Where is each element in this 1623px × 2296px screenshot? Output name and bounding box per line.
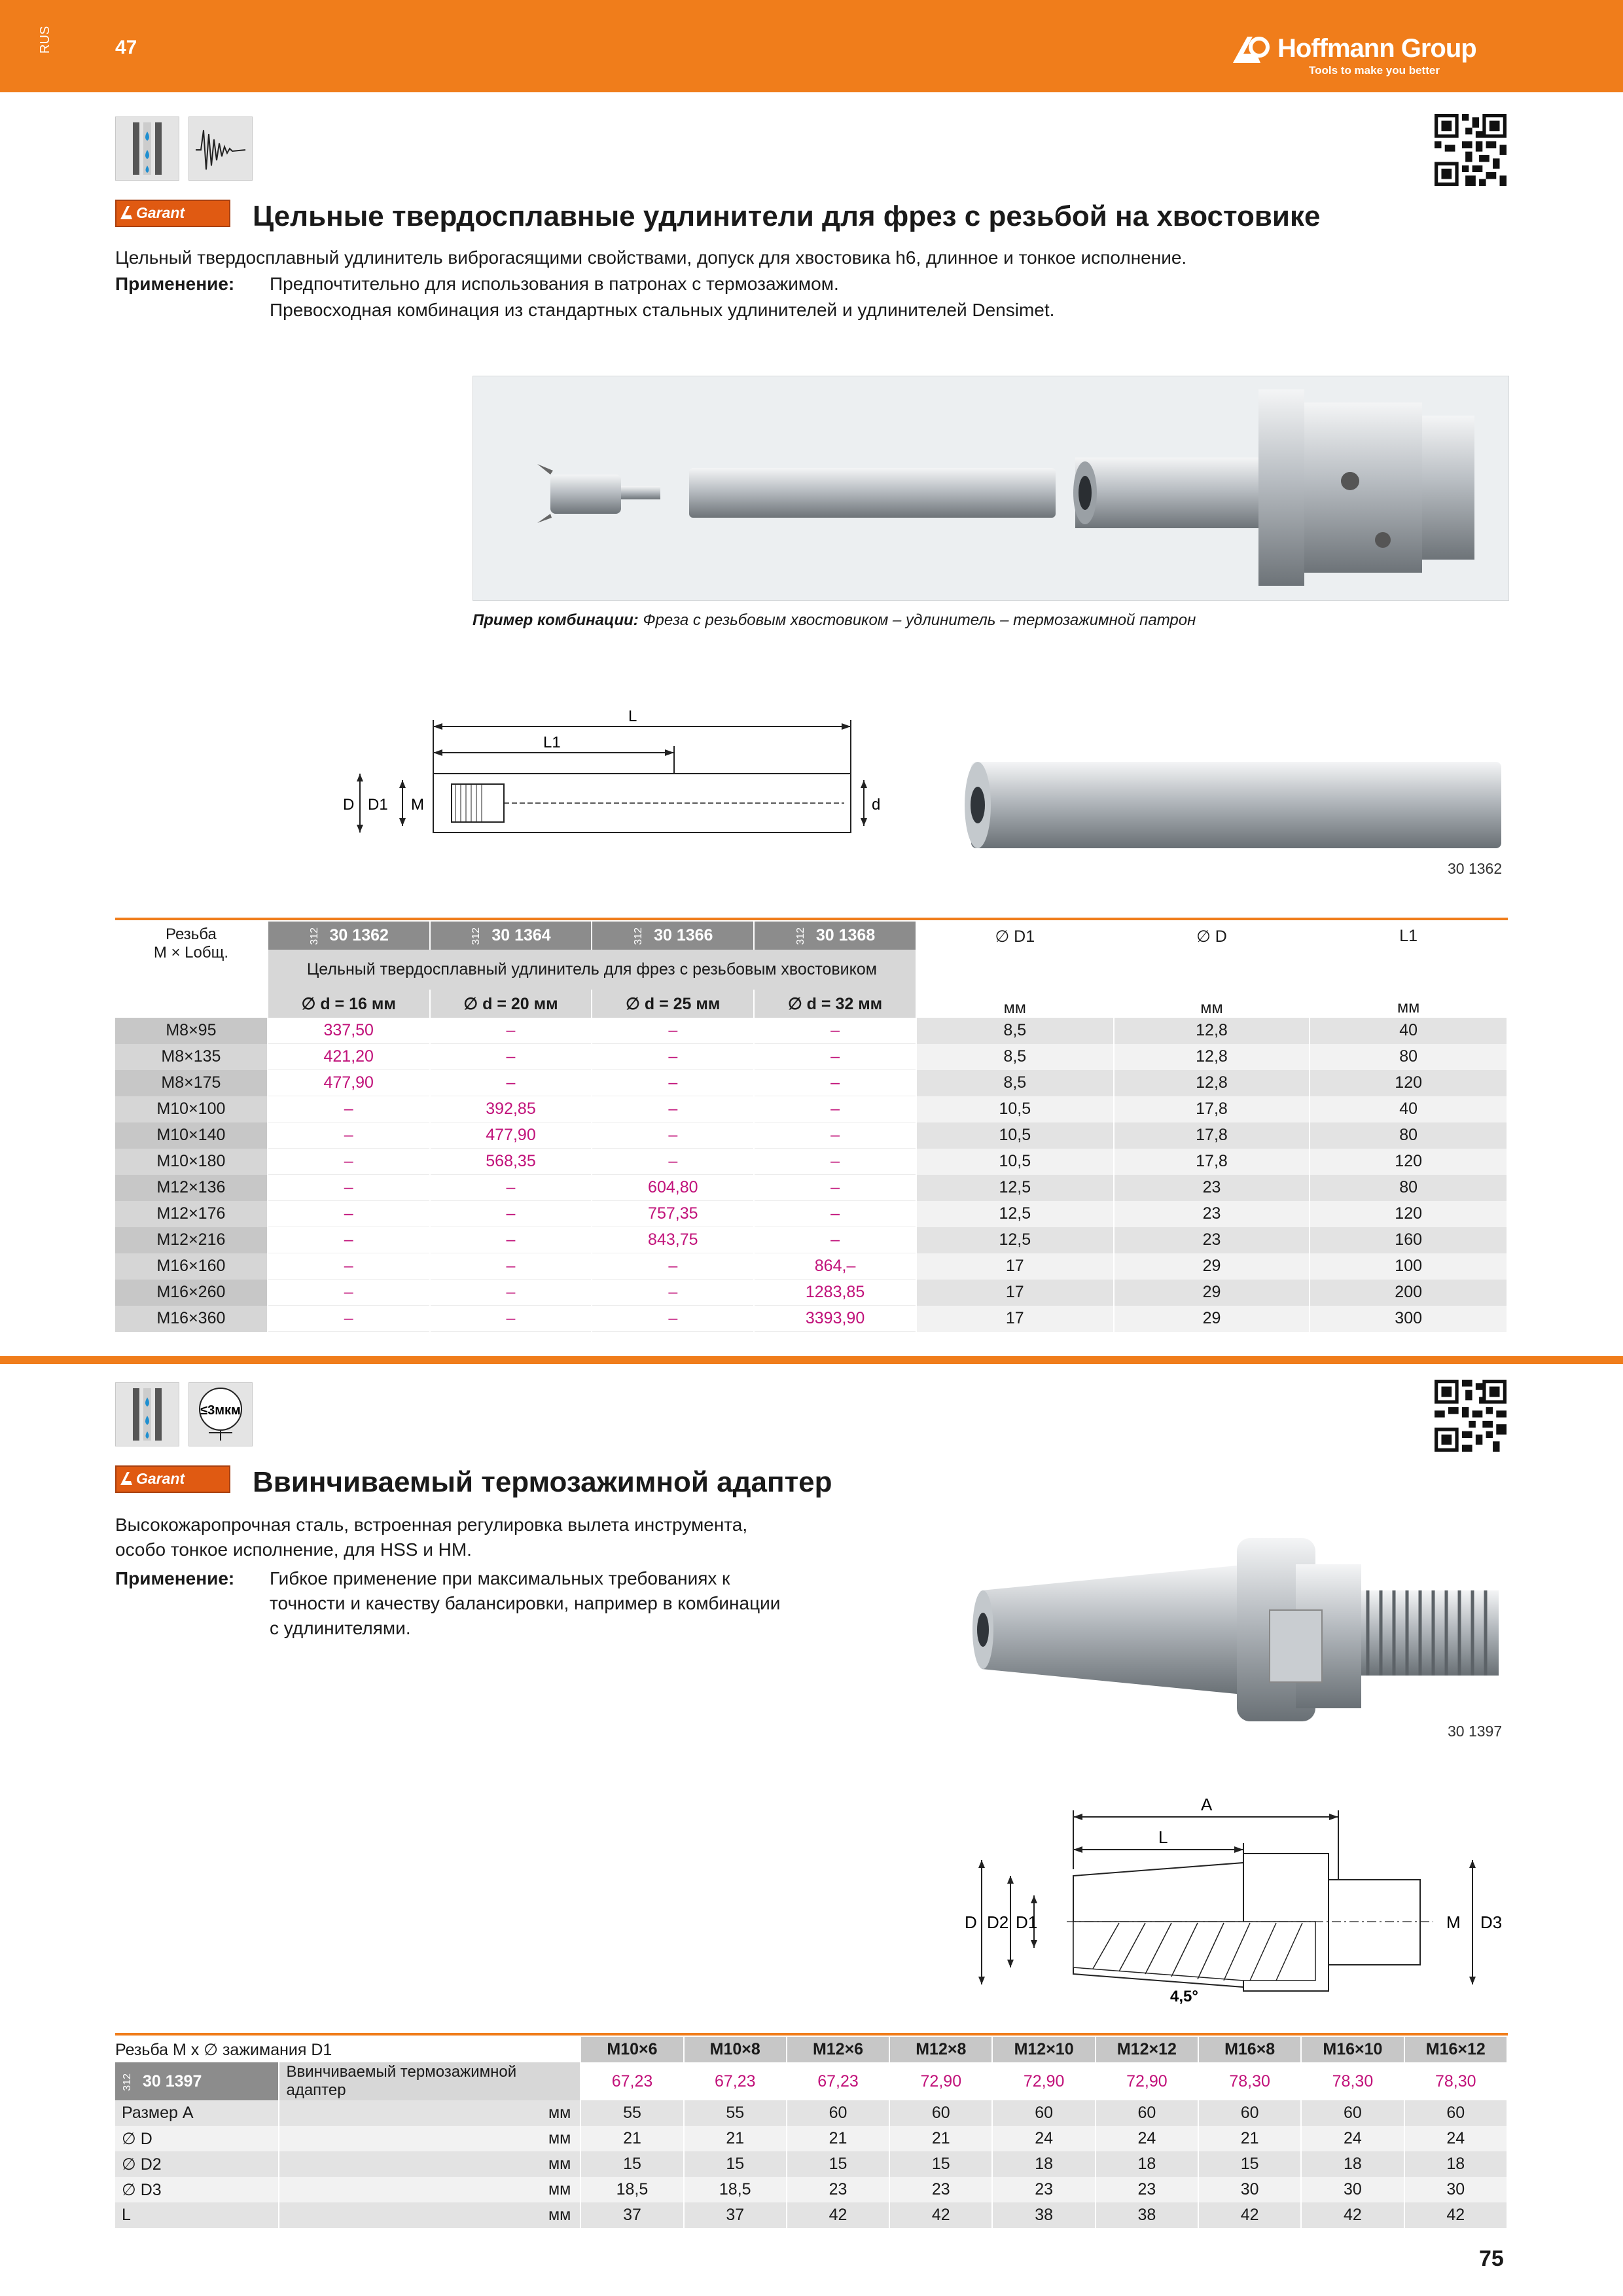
- diameter-25: ∅ d = 25 мм: [592, 990, 754, 1018]
- adapter-price-table: [115, 2037, 1508, 2228]
- price-cell: –: [592, 1096, 754, 1122]
- diameter-32: ∅ d = 32 мм: [754, 990, 916, 1018]
- section2-application-line-1: Гибкое применение при максимальных требованиях к: [270, 1568, 730, 1588]
- spec-value-cell: 21: [580, 2126, 683, 2151]
- runout-accuracy-icon: [188, 1382, 253, 1446]
- section1-description: Цельный твердосплавный удлинитель виброгасящими свойствами, допуск для хвостовика h6, длинное и тонкое исполнение.: [115, 247, 1187, 268]
- article-number: 30 1368: [815, 925, 876, 944]
- adapter-price: 67,23: [787, 2062, 889, 2100]
- price-cell: –: [430, 1201, 592, 1227]
- dim-header-D1: [916, 922, 1114, 1018]
- price-cell: –: [754, 1070, 916, 1096]
- table-row: [115, 1018, 1507, 1044]
- section2-product-code: 30 1397: [1448, 1723, 1503, 1740]
- article-code-prefix: 312: [122, 2073, 133, 2091]
- drawing2-label-A: A: [1201, 1795, 1213, 1814]
- table-row: [115, 1044, 1507, 1070]
- vibration-damping-icon: [188, 117, 253, 181]
- price-cell: –: [268, 1149, 430, 1175]
- price-cell: –: [754, 1096, 916, 1122]
- price-cell: –: [430, 1306, 592, 1332]
- spec-value-cell: 60: [1096, 2100, 1198, 2126]
- diameter-16: ∅ d = 16 мм: [268, 990, 430, 1018]
- price-cell: 392,85: [430, 1096, 592, 1122]
- price-cell: –: [754, 1018, 916, 1044]
- thread-cell: M8×175: [115, 1070, 268, 1096]
- spec-value-cell: 30: [1301, 2177, 1404, 2202]
- drawing1-label-L1: L1: [543, 734, 561, 751]
- dim-L1-cell: 80: [1310, 1044, 1507, 1070]
- dim-D1-cell: 8,5: [916, 1018, 1114, 1044]
- adapter-price: 78,30: [1301, 2062, 1404, 2100]
- thread-cell: M16×360: [115, 1306, 268, 1332]
- extension-technical-drawing: [340, 707, 890, 857]
- dim-header-D1-label: ∅ D1: [995, 927, 1035, 946]
- spec-value-cell: 21: [889, 2126, 992, 2151]
- garant-logo-icon: [119, 205, 136, 221]
- price-cell: 757,35: [592, 1201, 754, 1227]
- garant-logo-icon: [119, 1471, 136, 1486]
- price-cell: –: [592, 1253, 754, 1280]
- price-cell: 3393,90: [754, 1306, 916, 1332]
- spec-value-cell: 38: [992, 2202, 1095, 2228]
- spec-value-cell: 30: [1198, 2177, 1301, 2202]
- article-code-prefix: 312: [308, 927, 320, 945]
- dim-L1-cell: 120: [1310, 1201, 1507, 1227]
- size-header: M12×8: [889, 2037, 992, 2062]
- spec-value-cell: 55: [684, 2100, 787, 2126]
- spec-label-cell: ∅ D2: [115, 2151, 279, 2177]
- dim-D-cell: 12,8: [1114, 1070, 1310, 1096]
- section1-product-code: 30 1362: [1448, 860, 1503, 877]
- coolant-icon: [115, 1382, 179, 1446]
- dim-unit-D1: мм: [1003, 999, 1026, 1017]
- thread-header: Резьба: [166, 925, 217, 943]
- thread-cell: M12×176: [115, 1201, 268, 1227]
- price-cell: –: [754, 1044, 916, 1070]
- adapter-article-number: 30 1397: [143, 2072, 202, 2090]
- dim-D-cell: 17,8: [1114, 1096, 1310, 1122]
- price-cell: –: [268, 1096, 430, 1122]
- spec-value-cell: 60: [787, 2100, 889, 2126]
- dim-L1-cell: 40: [1310, 1096, 1507, 1122]
- spec-unit-cell: мм: [279, 2177, 580, 2202]
- spec-value-cell: 24: [1301, 2126, 1404, 2151]
- article-header-30-1366: [592, 922, 754, 950]
- spec-label-cell: ∅ D3: [115, 2177, 279, 2202]
- spec-value-cell: 60: [1198, 2100, 1301, 2126]
- dim-D1-cell: 17: [916, 1306, 1114, 1332]
- spec-value-cell: 24: [992, 2126, 1095, 2151]
- spec-label-cell: ∅ D: [115, 2126, 279, 2151]
- dim-D1-cell: 12,5: [916, 1175, 1114, 1201]
- price-cell: –: [268, 1253, 430, 1280]
- price-cell: –: [754, 1149, 916, 1175]
- thread-cell: M10×100: [115, 1096, 268, 1122]
- dim-D-cell: 17,8: [1114, 1122, 1310, 1149]
- drawing2-label-D1: D1: [1016, 1912, 1038, 1932]
- table-row: [115, 1201, 1507, 1227]
- size-header: M12×10: [992, 2037, 1095, 2062]
- price-cell: –: [592, 1122, 754, 1149]
- dim-L1-cell: 200: [1310, 1280, 1507, 1306]
- dim-L1-cell: 120: [1310, 1070, 1507, 1096]
- spec-value-cell: 38: [1096, 2202, 1198, 2228]
- combination-photo: [473, 376, 1509, 601]
- price-cell: –: [268, 1122, 430, 1149]
- spec-value-cell: 23: [787, 2177, 889, 2202]
- accuracy-icon-label: ≤3мкм: [200, 1403, 241, 1418]
- table1-top-rule: [115, 918, 1508, 920]
- thread-cell: M10×140: [115, 1122, 268, 1149]
- price-cell: –: [592, 1149, 754, 1175]
- drawing2-label-angle: 4,5°: [1170, 1988, 1198, 2005]
- section1-application-line-1: Предпочтительно для использования в патронах с термозажимом.: [270, 274, 839, 294]
- dim-header-L1: [1310, 922, 1507, 1018]
- dim-D-cell: 12,8: [1114, 1044, 1310, 1070]
- dim-D-cell: 12,8: [1114, 1018, 1310, 1044]
- spec-value-cell: 15: [1198, 2151, 1301, 2177]
- spec-value-cell: 18: [1096, 2151, 1198, 2177]
- drawing2-label-D: D: [965, 1912, 977, 1932]
- table-row: [115, 1149, 1507, 1175]
- dim-D-cell: 23: [1114, 1175, 1310, 1201]
- adapter-thread-header: Резьба M x ∅ зажимания D1: [115, 2037, 580, 2062]
- article-header-30-1362: [268, 922, 430, 950]
- price-cell: –: [592, 1306, 754, 1332]
- section2-application-label: Применение:: [115, 1568, 235, 1588]
- article-header-30-1368: [754, 922, 916, 950]
- drawing2-label-D3: D3: [1480, 1912, 1503, 1932]
- size-header: M10×8: [684, 2037, 787, 2062]
- spec-value-cell: 37: [684, 2202, 787, 2228]
- table-row: [115, 2126, 1507, 2151]
- adapter-price: 67,23: [684, 2062, 787, 2100]
- brand-name: Hoffmann Group: [1277, 34, 1476, 63]
- article-code-prefix: 312: [471, 927, 482, 945]
- spec-value-cell: 60: [1301, 2100, 1404, 2126]
- price-cell: –: [430, 1175, 592, 1201]
- article-number: 30 1364: [491, 925, 551, 944]
- spec-value-cell: 42: [1404, 2202, 1507, 2228]
- spec-value-cell: 18: [1301, 2151, 1404, 2177]
- drawing1-label-D: D: [343, 796, 355, 814]
- drawing1-label-d: d: [872, 796, 881, 814]
- thread-subheader: M × Lобщ.: [153, 944, 229, 961]
- qr-code-icon: [1435, 1380, 1507, 1452]
- price-cell: 477,90: [268, 1070, 430, 1096]
- dim-L1-cell: 40: [1310, 1018, 1507, 1044]
- dim-D-cell: 29: [1114, 1253, 1310, 1280]
- price-cell: –: [754, 1122, 916, 1149]
- dim-L1-cell: 80: [1310, 1122, 1507, 1149]
- diameter-20: ∅ d = 20 мм: [430, 990, 592, 1018]
- dim-D1-cell: 10,5: [916, 1096, 1114, 1122]
- spec-value-cell: 21: [1198, 2126, 1301, 2151]
- spec-label-cell: Размер A: [115, 2100, 279, 2126]
- article-number: 30 1362: [329, 925, 389, 944]
- page-number: 75: [1479, 2246, 1504, 2271]
- table-row: [115, 1096, 1507, 1122]
- section2-title: Ввинчиваемый термозажимной адаптер: [253, 1466, 832, 1498]
- dim-D-cell: 29: [1114, 1306, 1310, 1332]
- spec-value-cell: 42: [1198, 2202, 1301, 2228]
- table-row: [115, 2177, 1507, 2202]
- spec-value-cell: 15: [580, 2151, 683, 2177]
- price-cell: –: [268, 1227, 430, 1253]
- price-cell: –: [592, 1044, 754, 1070]
- dim-header-L1-label: L1: [1399, 927, 1418, 945]
- price-cell: –: [430, 1070, 592, 1096]
- dim-D1-cell: 17: [916, 1280, 1114, 1306]
- dim-unit-D: мм: [1200, 999, 1223, 1017]
- garant-badge-label: Garant: [136, 1470, 185, 1487]
- thread-cell: M8×95: [115, 1018, 268, 1044]
- section1-application-label: Применение:: [115, 274, 235, 294]
- thread-cell: M16×160: [115, 1253, 268, 1280]
- drawing1-label-L: L: [628, 708, 637, 725]
- section2-description-line-2: особо тонкое исполнение, для HSS и HM.: [115, 1539, 472, 1560]
- dim-header-D: [1114, 922, 1310, 1018]
- section2-description-line-1: Высокожаропрочная сталь, встроенная регулировка вылета инструмента,: [115, 1515, 748, 1535]
- price-cell: –: [592, 1280, 754, 1306]
- thread-cell: M12×216: [115, 1227, 268, 1253]
- section1-application-line-2: Превосходная комбинация из стандартных стальных удлинителей и удлинителей Densimet.: [270, 300, 1055, 320]
- dim-L1-cell: 120: [1310, 1149, 1507, 1175]
- spec-value-cell: 23: [992, 2177, 1095, 2202]
- adapter-price: 78,30: [1198, 2062, 1301, 2100]
- adapter-price: 72,90: [889, 2062, 992, 2100]
- spec-value-cell: 42: [889, 2202, 992, 2228]
- table-row: [115, 1227, 1507, 1253]
- drawing1-label-M: M: [411, 796, 424, 814]
- price-cell: 477,90: [430, 1122, 592, 1149]
- price-cell: –: [754, 1201, 916, 1227]
- section2-application-line-3: с удлинителями.: [270, 1618, 411, 1638]
- spec-value-cell: 18,5: [684, 2177, 787, 2202]
- size-header: M16×10: [1301, 2037, 1404, 2062]
- size-header: M12×12: [1096, 2037, 1198, 2062]
- spec-value-cell: 21: [684, 2126, 787, 2151]
- price-cell: –: [430, 1018, 592, 1044]
- adapter-article-cell: [115, 2062, 279, 2100]
- dim-D-cell: 23: [1114, 1227, 1310, 1253]
- table-row: [115, 1175, 1507, 1201]
- drawing1-label-D1: D1: [368, 796, 388, 814]
- dim-D1-cell: 8,5: [916, 1044, 1114, 1070]
- spec-unit-cell: мм: [279, 2100, 580, 2126]
- garant-badge: [115, 1465, 230, 1493]
- spec-value-cell: 18,5: [580, 2177, 683, 2202]
- adapter-description: Ввинчиваемый термозажимной адаптер: [279, 2062, 580, 2100]
- spec-unit-cell: мм: [279, 2151, 580, 2177]
- adapter-price: 72,90: [1096, 2062, 1198, 2100]
- price-cell: 843,75: [592, 1227, 754, 1253]
- dim-L1-cell: 300: [1310, 1306, 1507, 1332]
- dim-D1-cell: 8,5: [916, 1070, 1114, 1096]
- article-code-prefix: 312: [633, 927, 645, 945]
- dim-D-cell: 29: [1114, 1280, 1310, 1306]
- spec-value-cell: 24: [1096, 2126, 1198, 2151]
- thread-cell: M12×136: [115, 1175, 268, 1201]
- spec-value-cell: 24: [1404, 2126, 1507, 2151]
- price-cell: 864,–: [754, 1253, 916, 1280]
- photo-caption-label: Пример комбинации:: [473, 611, 639, 629]
- thread-cell: M10×180: [115, 1149, 268, 1175]
- garant-badge-label: Garant: [136, 204, 185, 221]
- price-cell: –: [268, 1175, 430, 1201]
- price-cell: 568,35: [430, 1149, 592, 1175]
- table-row: [115, 1070, 1507, 1096]
- article-header-30-1364: [430, 922, 592, 950]
- size-header: M16×8: [1198, 2037, 1301, 2062]
- spec-unit-cell: мм: [279, 2126, 580, 2151]
- price-cell: –: [430, 1044, 592, 1070]
- price-cell: 421,20: [268, 1044, 430, 1070]
- table2-top-rule: [115, 2033, 1508, 2036]
- spec-value-cell: 23: [889, 2177, 992, 2202]
- adapter-price: 72,90: [992, 2062, 1095, 2100]
- spec-value-cell: 42: [787, 2202, 889, 2228]
- brand-mark-icon: [1230, 34, 1276, 65]
- dim-L1-cell: 80: [1310, 1175, 1507, 1201]
- photo-caption: [473, 611, 1196, 630]
- catalog-page-number: 47: [115, 37, 137, 58]
- extension-price-table: [115, 922, 1508, 1332]
- spec-value-cell: 60: [992, 2100, 1095, 2126]
- thread-cell: M8×135: [115, 1044, 268, 1070]
- dim-L1-cell: 160: [1310, 1227, 1507, 1253]
- brand-logo: [1230, 33, 1505, 79]
- dim-D1-cell: 10,5: [916, 1149, 1114, 1175]
- dim-header-D-label: ∅ D: [1196, 927, 1227, 946]
- spec-value-cell: 60: [1404, 2100, 1507, 2126]
- dim-unit-L1: мм: [1397, 998, 1420, 1016]
- drawing2-label-M: M: [1446, 1912, 1461, 1932]
- dim-L1-cell: 100: [1310, 1253, 1507, 1280]
- drawing2-label-L: L: [1158, 1827, 1168, 1847]
- article-description: Цельный твердосплавный удлинитель для фрез с резьбовым хвостовиком: [268, 950, 916, 990]
- drawing2-label-D2: D2: [987, 1912, 1009, 1932]
- article-number: 30 1366: [654, 925, 713, 944]
- table-row: [115, 2151, 1507, 2177]
- price-cell: –: [592, 1070, 754, 1096]
- dim-D1-cell: 10,5: [916, 1122, 1114, 1149]
- thread-header-cell: [115, 922, 268, 990]
- price-cell: 604,80: [592, 1175, 754, 1201]
- garant-badge: [115, 200, 230, 227]
- spec-value-cell: 18: [1404, 2151, 1507, 2177]
- spec-value-cell: 55: [580, 2100, 683, 2126]
- table-row: [115, 1122, 1507, 1149]
- price-cell: –: [430, 1280, 592, 1306]
- section-divider: [0, 1356, 1623, 1364]
- dim-D-cell: 17,8: [1114, 1149, 1310, 1175]
- size-header: M10×6: [580, 2037, 683, 2062]
- adapter-technical-drawing: [962, 1791, 1531, 2007]
- price-cell: –: [592, 1018, 754, 1044]
- price-cell: –: [430, 1253, 592, 1280]
- extension-photo: [958, 759, 1514, 851]
- article-code-prefix: 312: [794, 927, 806, 945]
- qr-code-icon: [1435, 114, 1507, 186]
- price-cell: –: [754, 1175, 916, 1201]
- section1-title: Цельные твердосплавные удлинители для фрез с резьбой на хвостовике: [253, 200, 1321, 232]
- table-row: [115, 1280, 1507, 1306]
- spec-value-cell: 18: [992, 2151, 1095, 2177]
- size-header: M12×6: [787, 2037, 889, 2062]
- spec-value-cell: 42: [1301, 2202, 1404, 2228]
- price-cell: –: [268, 1306, 430, 1332]
- spec-value-cell: 23: [1096, 2177, 1198, 2202]
- table-row: [115, 1306, 1507, 1332]
- adapter-photo: [969, 1532, 1544, 1734]
- price-cell: 337,50: [268, 1018, 430, 1044]
- price-cell: –: [430, 1227, 592, 1253]
- price-cell: 1283,85: [754, 1280, 916, 1306]
- dim-D1-cell: 17: [916, 1253, 1114, 1280]
- spec-value-cell: 15: [889, 2151, 992, 2177]
- price-cell: –: [268, 1280, 430, 1306]
- price-cell: –: [754, 1227, 916, 1253]
- table-row: [115, 2100, 1507, 2126]
- section2-application-line-2: точности и качеству балансировки, например в комбинации: [270, 1593, 781, 1613]
- language-tag: RUS: [38, 26, 52, 54]
- size-header: M16×12: [1404, 2037, 1507, 2062]
- adapter-price: 78,30: [1404, 2062, 1507, 2100]
- dim-D1-cell: 12,5: [916, 1201, 1114, 1227]
- spec-value-cell: 15: [684, 2151, 787, 2177]
- table-row: [115, 2202, 1507, 2228]
- price-cell: –: [268, 1201, 430, 1227]
- spec-label-cell: L: [115, 2202, 279, 2228]
- dim-D-cell: 23: [1114, 1201, 1310, 1227]
- dim-D1-cell: 12,5: [916, 1227, 1114, 1253]
- brand-tagline: Tools to make you better: [1309, 64, 1440, 77]
- spec-value-cell: 30: [1404, 2177, 1507, 2202]
- thread-cell: M16×260: [115, 1280, 268, 1306]
- spec-value-cell: 37: [580, 2202, 683, 2228]
- table-row: [115, 1253, 1507, 1280]
- spec-value-cell: 60: [889, 2100, 992, 2126]
- spec-value-cell: 15: [787, 2151, 889, 2177]
- adapter-price: 67,23: [580, 2062, 683, 2100]
- spec-value-cell: 21: [787, 2126, 889, 2151]
- coolant-icon: [115, 117, 179, 181]
- spec-unit-cell: мм: [279, 2202, 580, 2228]
- photo-caption-text: Фреза с резьбовым хвостовиком – удлинитель – термозажимной патрон: [643, 611, 1196, 629]
